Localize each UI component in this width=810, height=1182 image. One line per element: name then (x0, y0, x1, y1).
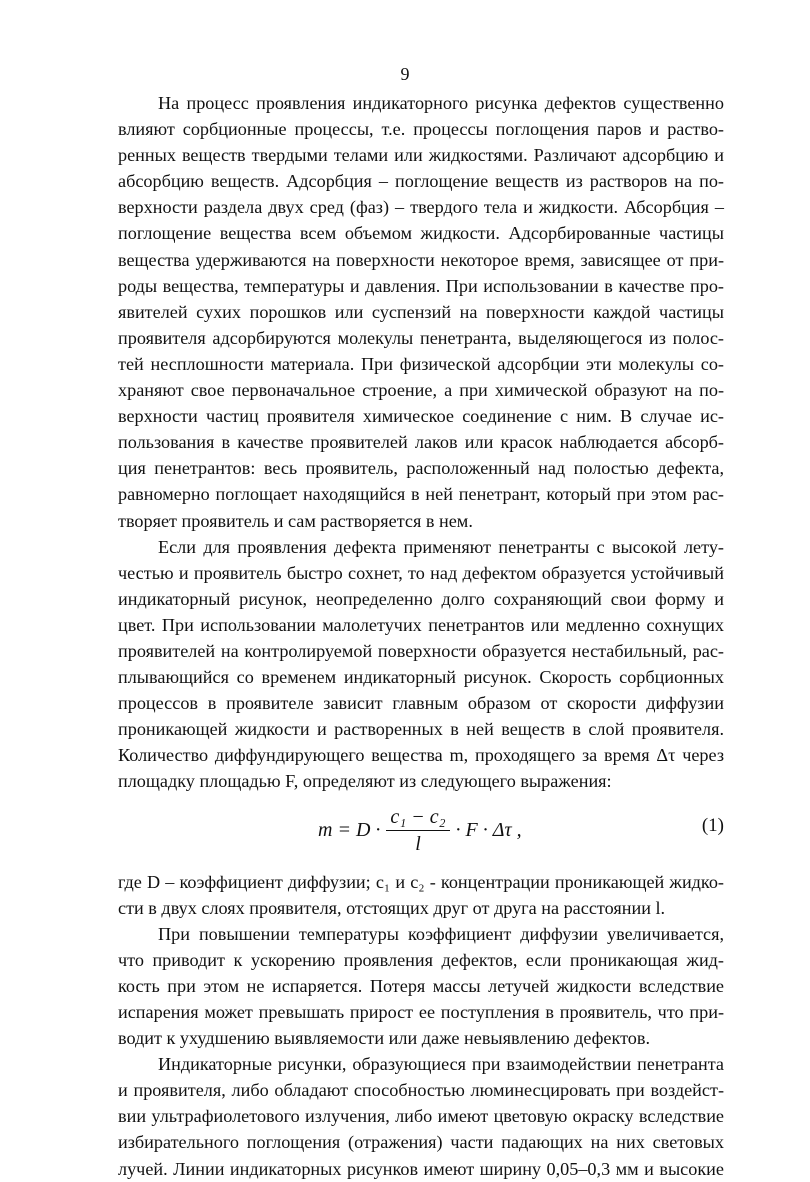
text-line: кость при этом не испаряется. Потеря массы летучей жидкости вследствие (118, 975, 724, 996)
text-line: явителей сухих порошков или суспензий на поверхности каждой частицы (118, 301, 724, 322)
text-line: водит к ухудшению выявляемости или даже невыявлению дефектов. (118, 1028, 651, 1049)
text-line: проявителей на контролируемой поверхности образуется нестабильный, рас- (118, 640, 724, 661)
text-line: ция пенетрантов: весь проявитель, расположенный над полостью дефекта, (118, 458, 724, 479)
text-line: верхности частиц проявителя химическое соединение с ним. В случае ис- (118, 406, 724, 427)
page-number: 9 (400, 64, 410, 84)
text-line: проникающей жидкости и растворенных в ней веществ в слой проявителя. (118, 719, 724, 740)
text-line: Индикаторные рисунки, образующиеся при взаимодействии пенетранта (158, 1054, 724, 1075)
body-text (118, 90, 724, 1182)
text-line: где D – коэффициент диффузии; c₁ и c₂ - концентрации проникающей жидко- (118, 871, 724, 892)
paragraph (118, 921, 724, 1051)
text-line: процессов в проявителе зависит главным образом от скорости диффузии (118, 693, 724, 714)
paragraph (118, 1051, 724, 1181)
formula-lhs: m = D · (318, 819, 381, 842)
text-line: верхности раздела двух сред (фаз) – твердого тела и жидкости. Абсорбция – (118, 197, 724, 218)
text-line: роды вещества, температуры и давления. При использовании в качестве про- (118, 275, 724, 296)
paragraph (118, 534, 724, 795)
text-line: храняют свое первоначальное строение, а при химической образуют на по- (118, 380, 724, 401)
formula-denominator: l (415, 833, 421, 856)
text-line: избирательного поглощения (отражения) части падающих на них световых (118, 1132, 724, 1153)
text-line: творяет проявитель и сам растворяется в нем. (118, 510, 473, 531)
text-line: испарения может превышать прирост ее поступления в проявитель, что при- (118, 1002, 724, 1022)
text-line: лучей. Линии индикаторных рисунков имеют ширину 0,05–0,3 мм и высокие (118, 1158, 724, 1179)
text-line: поглощение вещества всем объемом жидкости. Адсорбированные частицы (118, 223, 724, 244)
text-line: На процесс проявления индикаторного рисунка дефектов существенно (158, 93, 724, 113)
text-line: пользования в качестве проявителей лаков или красок наблюдается абсорб- (118, 432, 724, 453)
text-line: проявителя адсорбируются молекулы пенетранта, выделяющегося из полос- (118, 327, 724, 348)
text-line: честью и проявитель быстро сохнет, то над дефектом образуется устойчивый (118, 562, 724, 583)
paragraph (118, 869, 724, 921)
formula-expression (318, 801, 522, 861)
text-line: и проявителя, либо обладают способностью люминесцировать при воздейст- (118, 1080, 724, 1101)
text-line: индикаторный рисунок, неопределенно долго сохраняющий свои форму и (118, 588, 724, 609)
text-line: Количество диффундирующего вещества m, проходящего за время Δτ через (118, 745, 724, 766)
text-line: тей несплошности материала. При физической адсорбции эти молекулы со- (118, 353, 724, 374)
paragraph (118, 90, 724, 534)
text-line: сти в двух слоях проявителя, отстоящих друг от друга на расстоянии l. (118, 897, 666, 918)
formula-fraction (386, 804, 449, 857)
text-line: влияют сорбционные процессы, т.е. процессы поглощения паров и раство- (118, 119, 724, 140)
text-line: вии ультрафиолетового излучения, либо имеют цветовую окраску вследствие (118, 1106, 724, 1127)
formula-number: (1) (701, 814, 724, 836)
text-line: цвет. При использовании малолетучих пенетрантов или медленно сохнущих (118, 614, 724, 635)
text-line: При повышении температуры коэффициент диффузии увеличивается, (158, 923, 724, 944)
text-line: что приводит к ускорению проявления дефектов, если проникающая жид- (118, 949, 724, 970)
formula-rhs: · F · Δτ , (455, 819, 522, 842)
text-line: плывающийся со временем индикаторный рисунок. Скорость сорбционных (118, 667, 724, 688)
diffusion-formula (118, 795, 724, 869)
text-line: абсорбцию веществ. Адсорбция – поглощение веществ из растворов на по- (118, 171, 724, 192)
text-line: ренных веществ твердыми телами или жидкостями. Различают адсорбцию и (118, 145, 724, 166)
text-line: вещества удерживаются на поверхности некоторое время, зависящее от при- (118, 249, 724, 270)
formula-numerator: c₁ − c₂ (386, 804, 449, 831)
text-line: Если для проявления дефекта применяют пенетранты с высокой лету- (158, 536, 724, 557)
text-line: равномерно поглощает находящийся в ней пенетрант, который при этом рас- (118, 484, 724, 505)
text-line: площадку площадью F, определяют из следующего выражения: (118, 771, 612, 792)
